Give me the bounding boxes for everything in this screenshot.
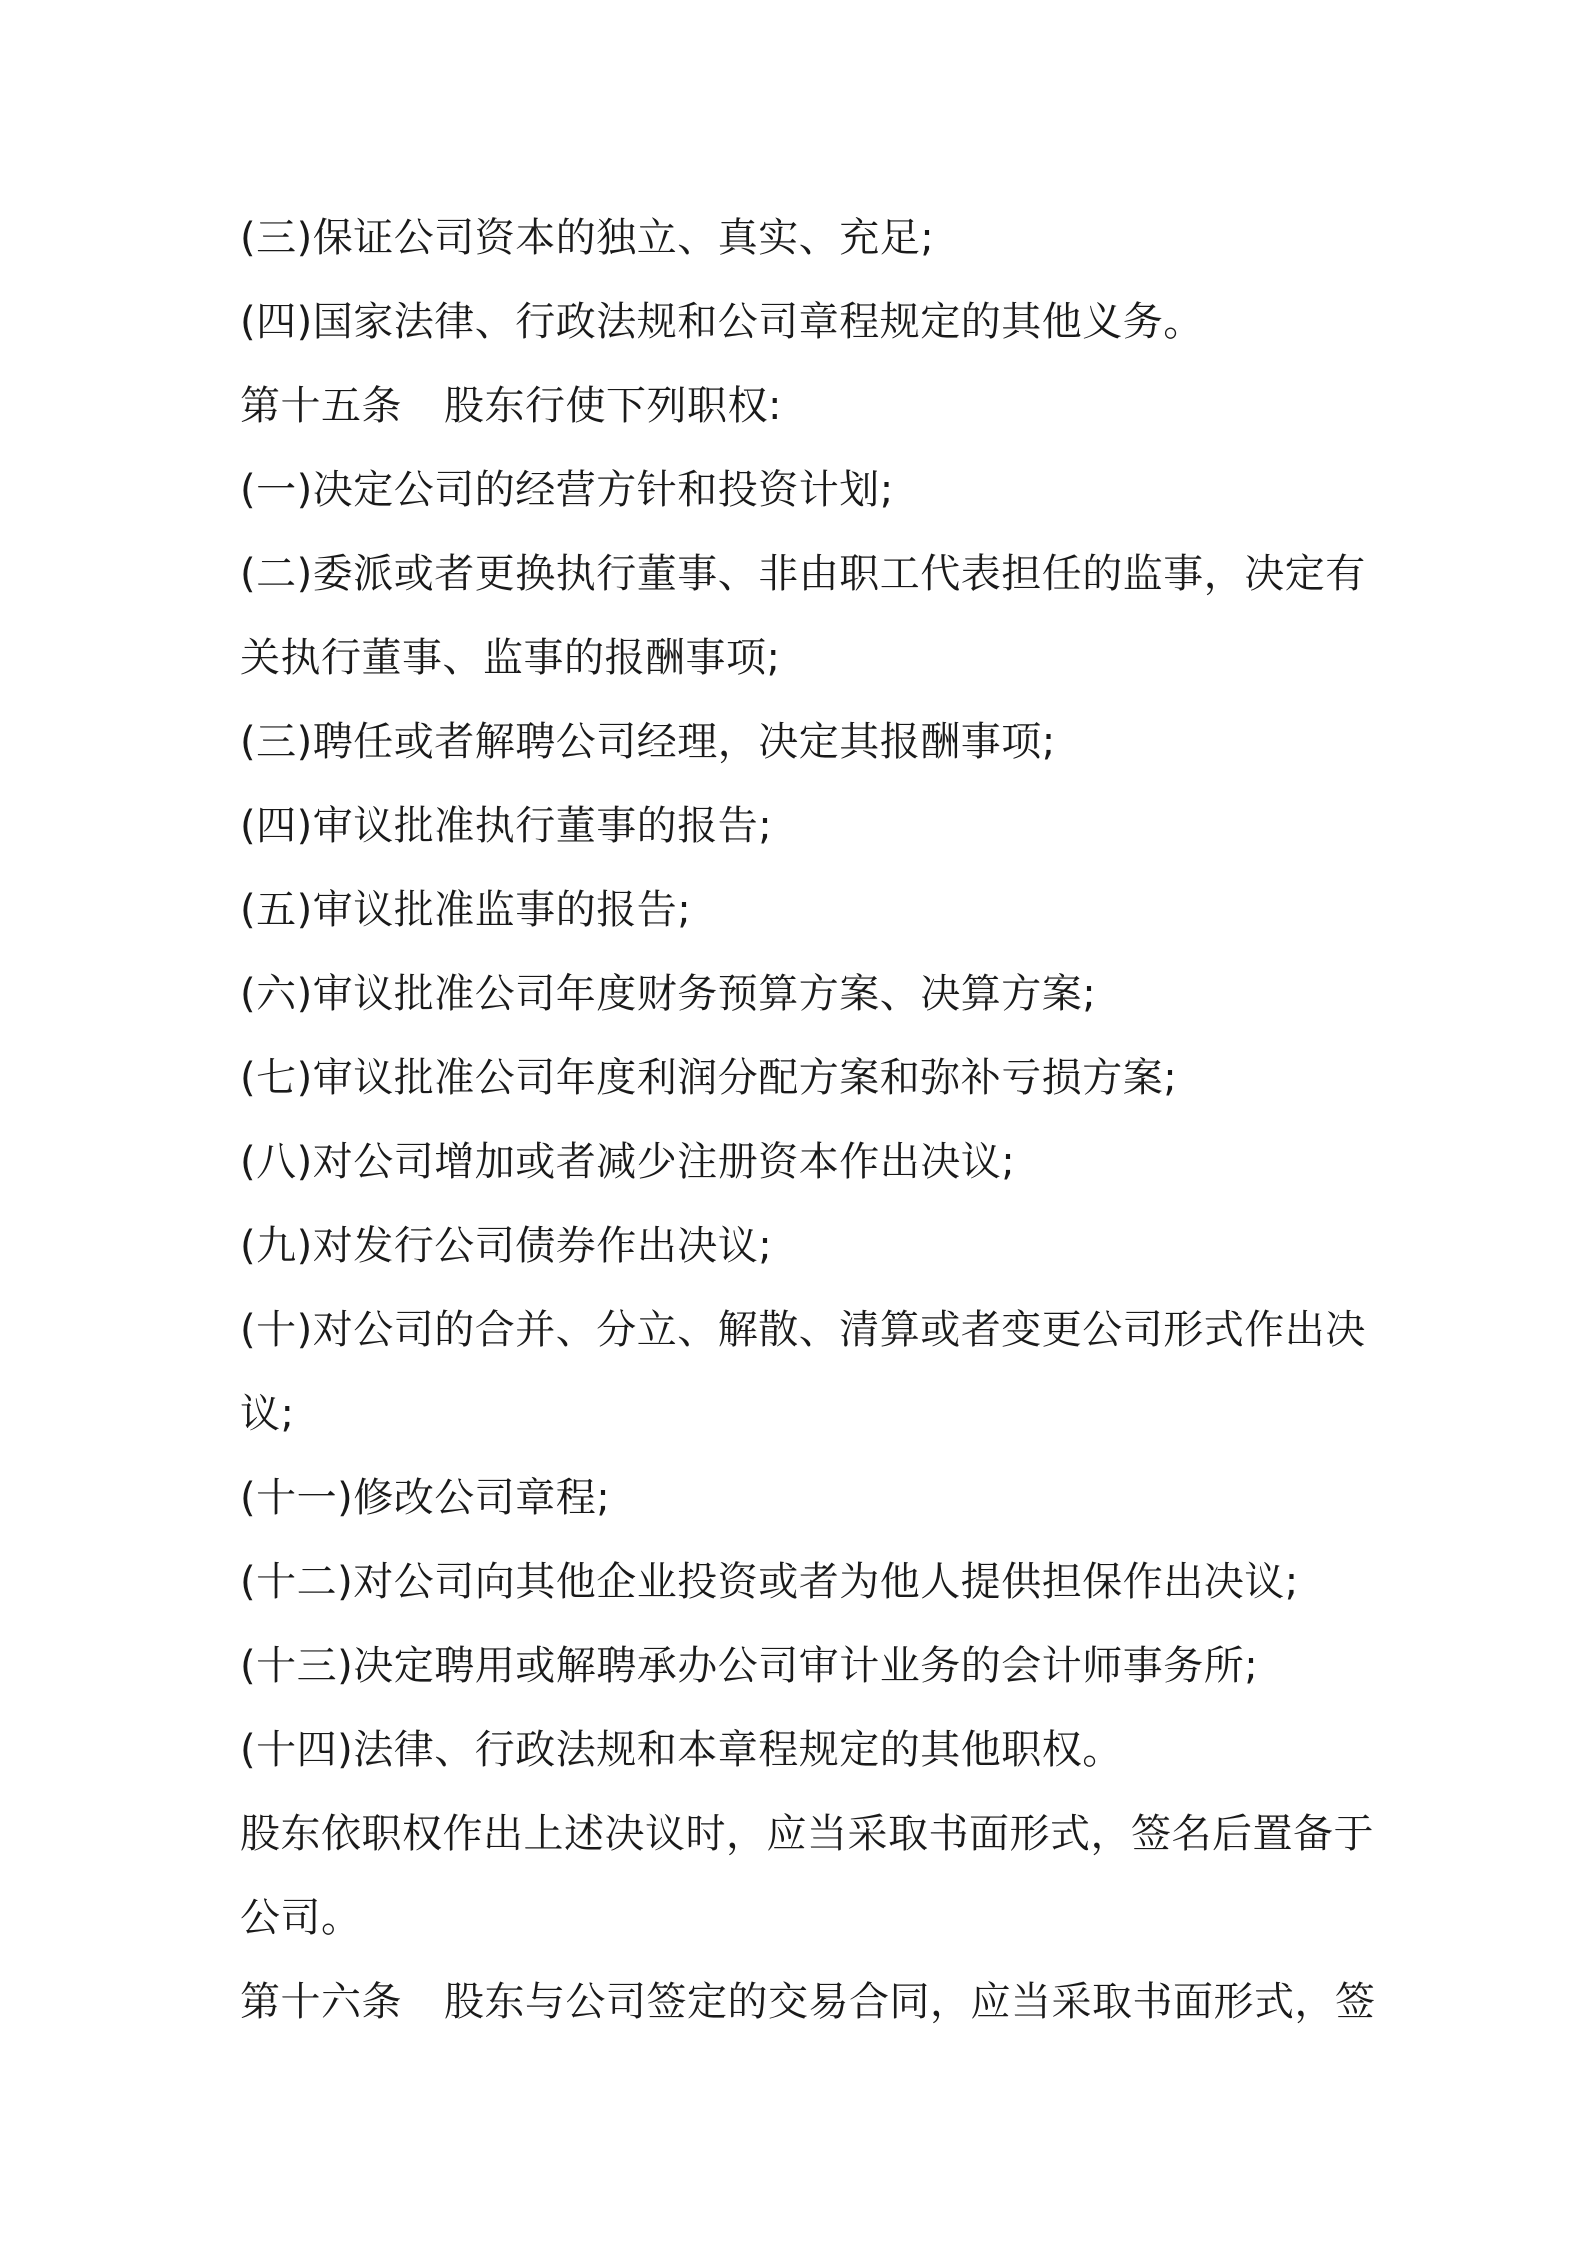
clause-line: (十四)法律、行政法规和本章程规定的其他职权。 [240,1727,1123,1773]
clause-line: (十三)决定聘用或解聘承办公司审计业务的会计师事务所; [240,1643,1259,1689]
article-number: 第十五条 [240,383,402,429]
clause-line: (七)审议批准公司年度利润分配方案和弥补亏损方案; [240,1055,1178,1101]
clause-line: 议; [240,1391,295,1437]
clause-line: (六)审议批准公司年度财务预算方案、决算方案; [240,971,1097,1017]
paragraph-line: 股东依职权作出上述决议时，应当采取书面形式，签名后置备于 [240,1811,1374,1857]
clause-line: (十一)修改公司章程; [240,1475,611,1521]
article-text: 股东与公司签定的交易合同，应当采取书面形式，签 [444,1979,1376,2025]
article-heading [240,1960,1376,2044]
article-number: 第十六条 [240,1979,402,2025]
clause-line: 关执行董事、监事的报酬事项; [240,635,781,681]
clause-line: (十二)对公司向其他企业投资或者为他人提供担保作出决议; [240,1559,1299,1605]
clause-line: (三)聘任或者解聘公司经理，决定其报酬事项; [240,719,1056,765]
article-text: 股东行使下列职权: [444,383,782,429]
clause-line: (五)审议批准监事的报告; [240,887,692,933]
clause-line: (四)国家法律、行政法规和公司章程规定的其他义务。 [240,299,1204,345]
clause-line: (八)对公司增加或者减少注册资本作出决议; [240,1139,1016,1185]
clause-line: (九)对发行公司债券作出决议; [240,1223,773,1269]
clause-line: (四)审议批准执行董事的报告; [240,803,773,849]
clause-line: (三)保证公司资本的独立、真实、充足; [240,215,935,261]
clause-line: (一)决定公司的经营方针和投资计划; [240,467,894,513]
clause-line: (二)委派或者更换执行董事、非由职工代表担任的监事，决定有 [240,551,1366,597]
document-body [240,196,1376,2044]
clause-line: (十)对公司的合并、分立、解散、清算或者变更公司形式作出决 [240,1307,1366,1353]
article-heading [240,364,1360,448]
paragraph-line: 公司。 [240,1895,362,1941]
